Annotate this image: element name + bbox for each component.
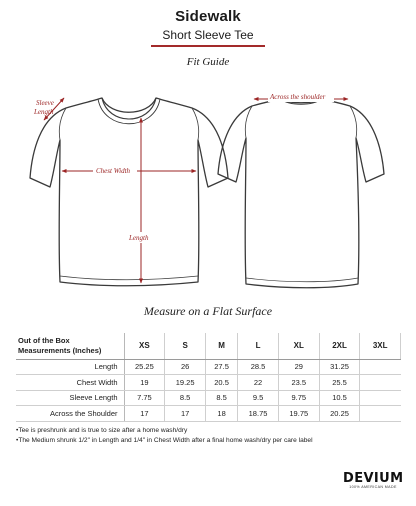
row-label: Sleeve Length [16, 390, 124, 406]
table-cell: 26 [165, 359, 206, 375]
header-line-2: Measurements (Inches) [18, 345, 102, 355]
table-cell: 19 [124, 375, 165, 391]
table-cell: 17 [165, 406, 206, 422]
table-cell [360, 406, 401, 422]
table-cell [360, 359, 401, 375]
brand-tagline: 100% AMERICAN MADE [349, 485, 397, 489]
table-row [16, 375, 401, 391]
row-label: Length [16, 359, 124, 375]
size-l: L [238, 333, 279, 359]
across-shoulder-label: Across the shoulder [270, 93, 326, 101]
header-line-1: Out of the Box [18, 335, 70, 345]
table-header-label [16, 333, 124, 359]
measure-flat-note: Measure on a Flat Surface [143, 304, 273, 318]
sleeve-length-label-line2: Length [34, 108, 54, 116]
size-header-row [16, 333, 401, 359]
row-label: Across the Shoulder [16, 406, 124, 422]
table-cell [360, 390, 401, 406]
table-cell: 10.5 [319, 390, 360, 406]
size-m: M [206, 333, 238, 359]
table-cell: 19.25 [165, 375, 206, 391]
note-item: • The Medium shrunk 1/2" in Length and 1/4" in Chest Width after a final home wash/dry per care label [16, 436, 406, 446]
table-cell: 18.75 [238, 406, 279, 422]
size-xs: XS [124, 333, 165, 359]
table-cell: 9.75 [278, 390, 319, 406]
fit-guide-heading: Fit Guide [186, 56, 230, 68]
size-2xl: 2XL [319, 333, 360, 359]
table-cell [360, 375, 401, 391]
size-chart-table [16, 333, 401, 422]
length-label: Length [129, 234, 149, 242]
table-cell: 8.5 [206, 390, 238, 406]
chest-width-label: Chest Width [96, 167, 131, 175]
table-cell: 28.5 [238, 359, 279, 375]
table-cell: 22 [238, 375, 279, 391]
sleeve-length-label-line1: Sleeve [36, 99, 54, 107]
table-cell: 18 [206, 406, 238, 422]
table-row [16, 406, 401, 422]
table-cell: 19.75 [278, 406, 319, 422]
table-cell: 29 [278, 359, 319, 375]
brand-logo [343, 471, 403, 489]
brand-name: DEVIUM [343, 471, 404, 486]
table-cell: 20.25 [319, 406, 360, 422]
table-cell: 7.75 [124, 390, 165, 406]
care-notes [16, 426, 406, 446]
table-cell: 25.25 [124, 359, 165, 375]
size-3xl: 3XL [360, 333, 401, 359]
table-row [16, 390, 401, 406]
table-cell: 25.5 [319, 375, 360, 391]
table-cell: 23.5 [278, 375, 319, 391]
table-cell: 9.5 [238, 390, 279, 406]
product-type: Short Sleeve Tee [162, 28, 254, 42]
table-cell: 8.5 [165, 390, 206, 406]
back-tee [218, 99, 384, 288]
table-row [16, 359, 401, 375]
table-cell: 27.5 [206, 359, 238, 375]
size-s: S [165, 333, 206, 359]
front-tee [30, 98, 228, 286]
table-cell: 20.5 [206, 375, 238, 391]
table-cell: 17 [124, 406, 165, 422]
front-measurements [44, 98, 196, 283]
row-label: Chest Width [16, 375, 124, 391]
table-cell: 31.25 [319, 359, 360, 375]
size-xl: XL [278, 333, 319, 359]
note-item: • Tee is preshrunk and is true to size after a home wash/dry [16, 426, 406, 436]
product-name: Sidewalk [175, 8, 241, 25]
